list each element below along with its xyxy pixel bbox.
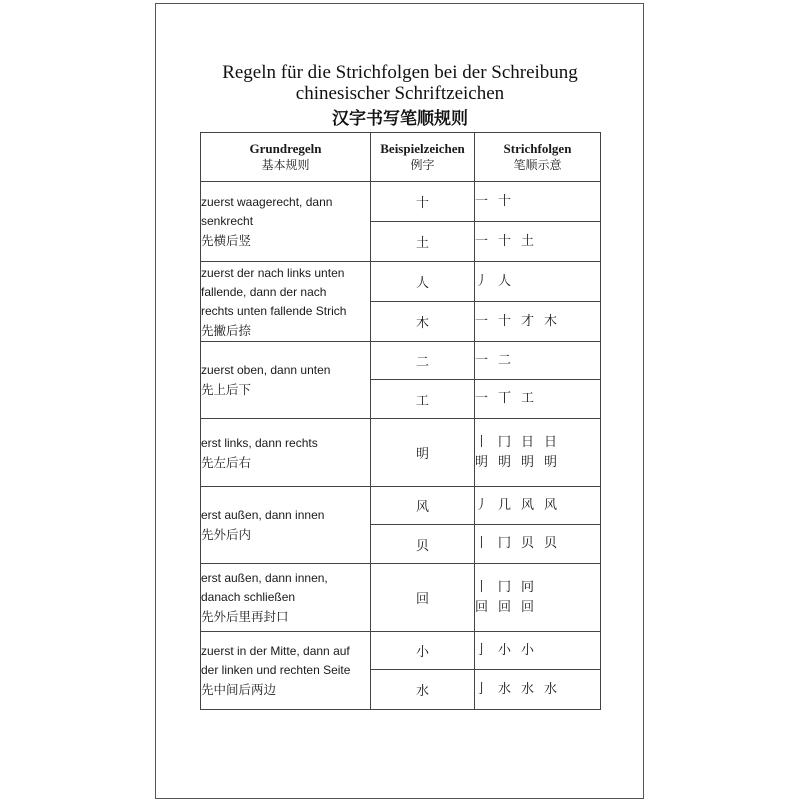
- rule-text-de: rechts unten fallende Strich: [201, 303, 347, 318]
- stroke-sequence-line: [475, 578, 600, 598]
- header-sequences-de: Strichfolgen: [503, 141, 572, 156]
- stroke-sequence: [475, 564, 601, 632]
- stroke-sequence-line: [475, 598, 600, 618]
- stroke-step: 丨: [475, 434, 489, 450]
- header-sequences-zh: 笔顺示意: [513, 158, 562, 172]
- header-sequences: [475, 133, 601, 182]
- rule-cell: [201, 487, 371, 564]
- rule-text-de: fallende, dann der nach: [201, 284, 327, 299]
- stroke-step: 水: [544, 681, 558, 697]
- stroke-step: 贝: [521, 536, 535, 551]
- stroke-step: 贝: [544, 536, 558, 551]
- stroke-step: 人: [498, 273, 512, 289]
- stroke-sequence-line: [475, 312, 600, 332]
- stroke-step: 十: [498, 193, 512, 209]
- stroke-step: 风: [544, 497, 558, 513]
- example-character: 回: [371, 564, 475, 632]
- stroke-step: 一: [475, 391, 489, 406]
- stroke-step: 丅: [498, 391, 512, 406]
- rule-text-de: zuerst waagerecht, dann: [201, 195, 333, 209]
- example-character: 十: [371, 182, 475, 222]
- stroke-step: 明: [498, 454, 512, 470]
- rule-cell: [201, 342, 371, 419]
- table-row: [201, 487, 601, 525]
- stroke-step: 回: [498, 599, 512, 615]
- example-character: 工: [371, 380, 475, 419]
- table-row: [201, 564, 601, 632]
- rule-text-de: erst außen, dann innen,: [201, 571, 328, 585]
- rule-cell: [201, 564, 371, 632]
- stroke-sequence-line: [475, 272, 600, 292]
- header-rules-de: Grundregeln: [249, 141, 322, 156]
- stroke-sequence: [475, 342, 601, 380]
- stroke-step: 一: [475, 352, 489, 368]
- stroke-step: 水: [521, 681, 535, 697]
- stroke-step: 水: [498, 681, 512, 697]
- stroke-step: 小: [521, 642, 535, 658]
- stroke-step: 明: [544, 454, 558, 470]
- stroke-order-table: [200, 132, 601, 710]
- example-character: 水: [371, 670, 475, 710]
- stroke-sequence: [475, 302, 601, 342]
- stroke-step: 十: [498, 233, 512, 249]
- rule-text-de: senkrecht: [201, 214, 254, 228]
- stroke-step: 丿: [475, 273, 489, 289]
- header-examples: [371, 133, 475, 182]
- stroke-step: 木: [544, 313, 558, 329]
- stroke-step: 回: [521, 599, 535, 615]
- stroke-step: 日: [521, 434, 535, 450]
- stroke-sequence-line: [475, 641, 600, 661]
- stroke-step: 丨: [475, 579, 489, 595]
- stroke-sequence-line: [475, 351, 600, 371]
- example-character: 木: [371, 302, 475, 342]
- rule-text-zh: 先横后竖: [201, 233, 252, 248]
- stroke-step: 冂: [498, 536, 512, 551]
- rule-text-de: zuerst der nach links unten: [201, 265, 345, 280]
- rule-text-de: danach schließen: [201, 590, 296, 604]
- stroke-sequence-line: [475, 232, 600, 252]
- stroke-step: 一: [475, 193, 489, 209]
- stroke-sequence-line: [475, 389, 600, 409]
- header-rules-zh: 基本规则: [261, 158, 310, 172]
- table-row: [201, 342, 601, 380]
- rule-text-de: zuerst in der Mitte, dann auf: [201, 644, 350, 658]
- rule-cell: [201, 632, 371, 710]
- table-row: [201, 262, 601, 302]
- stroke-sequence-line: [475, 534, 600, 554]
- header-examples-de: Beispielzeichen: [380, 141, 465, 156]
- stroke-step: 才: [521, 313, 535, 329]
- stroke-sequence-line: [475, 496, 600, 516]
- rule-text-zh: 先上后下: [201, 382, 252, 397]
- table-row: [201, 419, 601, 487]
- example-character: 贝: [371, 525, 475, 564]
- stroke-sequence: [475, 182, 601, 222]
- example-character: 风: [371, 487, 475, 525]
- stroke-sequence: [475, 419, 601, 487]
- stroke-step: 几: [498, 497, 512, 513]
- rules-body: [201, 182, 601, 710]
- rule-text-zh: 先外后内: [201, 527, 252, 542]
- stroke-step: 丿: [475, 497, 489, 513]
- stroke-step: 小: [498, 642, 512, 658]
- stroke-step: 亅: [475, 642, 489, 658]
- stroke-sequence-line: [475, 433, 600, 453]
- table-row: [201, 632, 601, 670]
- example-character: 人: [371, 262, 475, 302]
- rule-cell: [201, 262, 371, 342]
- header-examples-zh: 例字: [410, 158, 435, 172]
- stroke-sequence-line: [475, 680, 600, 700]
- stroke-step: 明: [475, 454, 489, 470]
- rule-text-de: erst links, dann rechts: [201, 435, 318, 450]
- example-character: 二: [371, 342, 475, 380]
- stroke-sequence: [475, 487, 601, 525]
- stroke-step: 一: [475, 233, 489, 249]
- stroke-step: 冂: [498, 434, 512, 450]
- header-rules: [201, 133, 371, 182]
- example-character: 土: [371, 222, 475, 262]
- rule-text-de: zuerst oben, dann unten: [201, 363, 331, 377]
- stroke-step: 冋: [521, 579, 535, 595]
- stroke-step: 土: [521, 233, 535, 249]
- title-zh: 汉字书写笔顺规则: [332, 109, 468, 129]
- stroke-sequence-line: [475, 453, 600, 473]
- stroke-step: 冂: [498, 579, 512, 595]
- stroke-sequence: [475, 380, 601, 419]
- rule-cell: [201, 182, 371, 262]
- stroke-step: 丨: [475, 536, 489, 551]
- stroke-sequence: [475, 262, 601, 302]
- stroke-step: 亅: [475, 681, 489, 697]
- example-character: 小: [371, 632, 475, 670]
- stroke-sequence: [475, 222, 601, 262]
- title-de-line1: Regeln für die Strichfolgen bei der Schreibung: [222, 62, 578, 83]
- stroke-step: 十: [498, 313, 512, 329]
- table-row: [201, 182, 601, 222]
- rule-text-zh: 先外后里再封口: [201, 609, 289, 624]
- stroke-sequence: [475, 525, 601, 564]
- stroke-sequence: [475, 670, 601, 710]
- stroke-step: 二: [498, 352, 512, 368]
- stroke-sequence-line: [475, 192, 600, 212]
- stroke-sequence: [475, 632, 601, 670]
- rule-text-zh: 先左后右: [201, 454, 252, 470]
- stroke-step: 一: [475, 313, 489, 329]
- rule-text-zh: 先中间后两边: [201, 682, 277, 697]
- rule-cell: [201, 419, 371, 487]
- rule-text-zh: 先撇后捺: [201, 322, 252, 338]
- stroke-step: 日: [544, 434, 558, 450]
- rule-text-de: erst außen, dann innen: [201, 508, 325, 522]
- stroke-step: 回: [475, 599, 489, 615]
- stroke-step: 风: [521, 497, 535, 513]
- header-row: [201, 133, 601, 182]
- example-character: 明: [371, 419, 475, 487]
- rule-text-de: der linken und rechten Seite: [201, 663, 351, 677]
- title-de-line2: chinesischer Schriftzeichen: [295, 83, 505, 104]
- stroke-step: 明: [521, 454, 535, 470]
- stroke-step: 工: [521, 391, 535, 406]
